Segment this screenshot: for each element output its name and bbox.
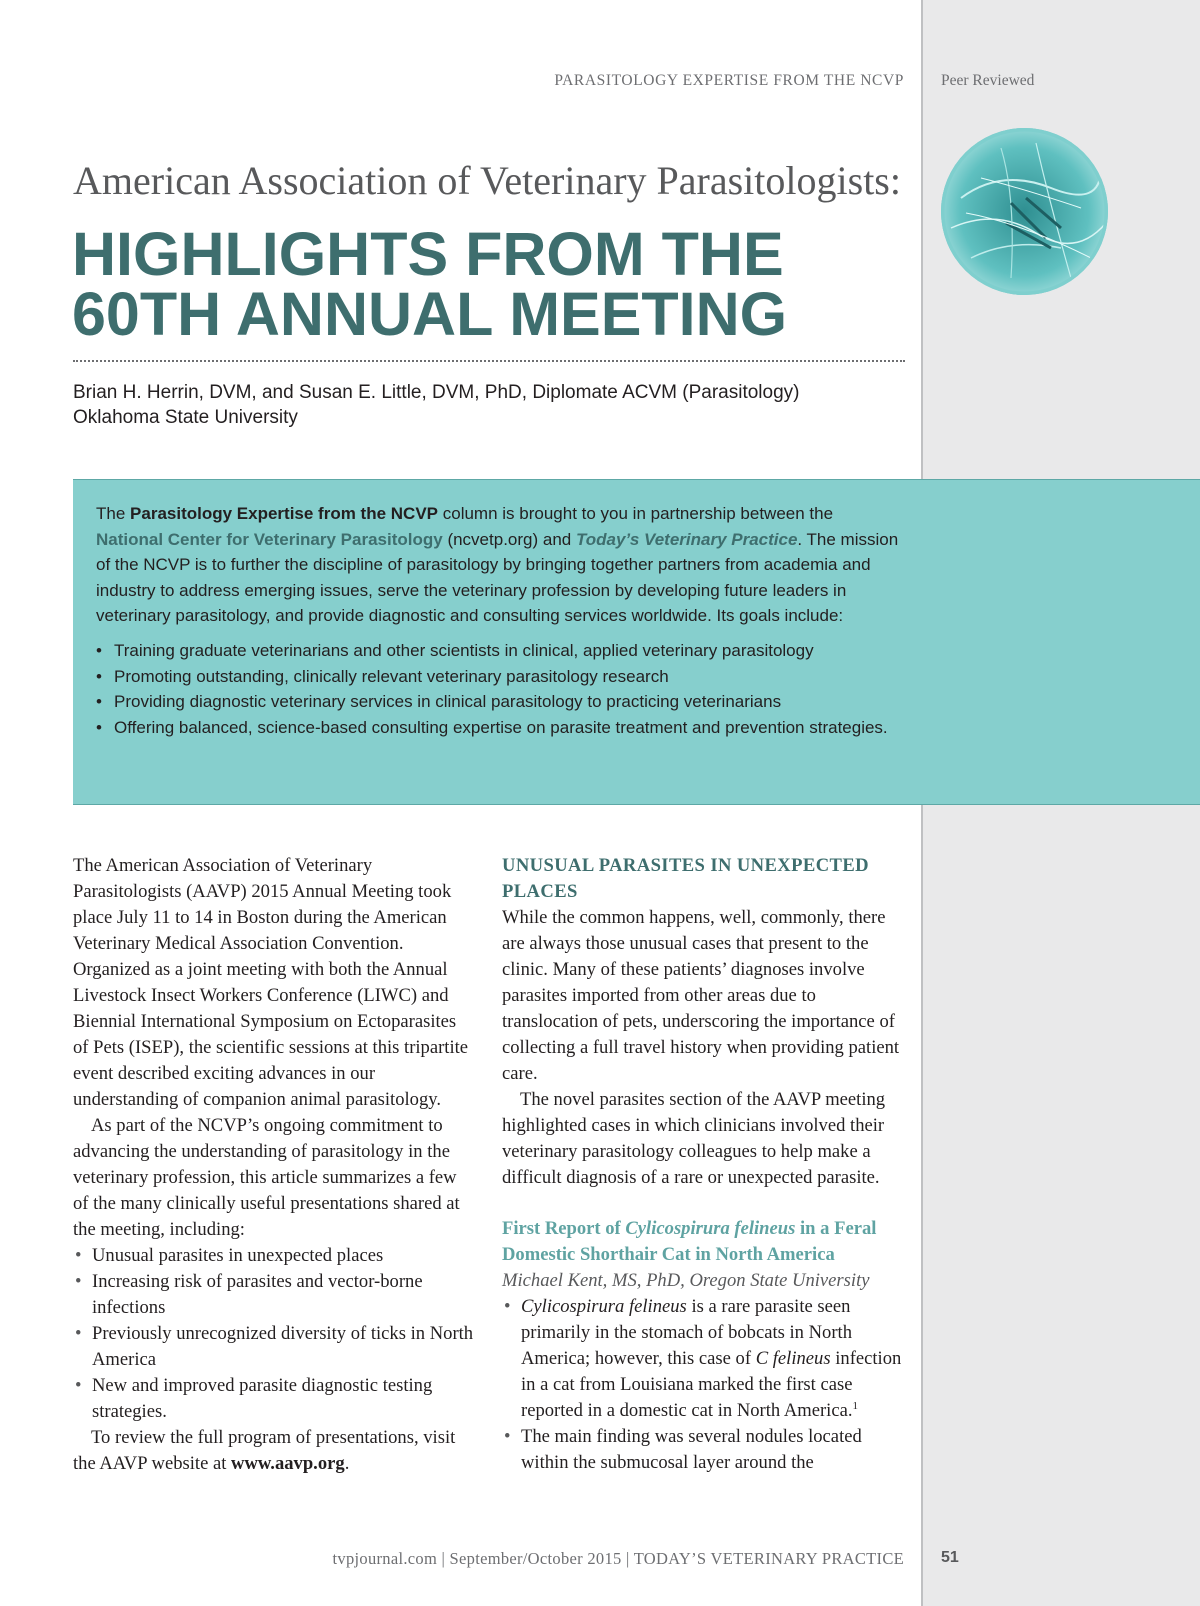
- right-column: [502, 853, 904, 1476]
- topic-item: • New and improved parasite diagnostic testing strategies.: [73, 1373, 475, 1425]
- page-number: 51: [941, 1549, 959, 1566]
- topic-item: • Unusual parasites in unexpected places: [73, 1243, 475, 1269]
- page-footer: tvpjournal.com | September/October 2015 | TODAY’S VETERINARY PRACTICE: [332, 1549, 904, 1568]
- left-column: [73, 853, 475, 1477]
- magazine-name: Today’s Veterinary Practice: [575, 529, 798, 549]
- callout-text: The: [96, 504, 131, 523]
- summary-paragraph: As part of the NCVP’s ongoing commitment to advancing the understanding of parasitology in the veterinary profession, this article summarizes a few of the many clinically useful presentations shared at the meeting, including:: [73, 1115, 460, 1240]
- title-line-2: 60TH ANNUAL MEETING: [72, 280, 788, 348]
- subhead-text: First Report of: [502, 1218, 626, 1239]
- title-divider: [73, 360, 905, 362]
- topic-item: • Increasing risk of parasites and vector-borne infections: [73, 1269, 475, 1321]
- ncvp-callout-box: [73, 479, 1200, 805]
- finding-text: is a rare parasite seen primarily in the stomach of bobcats in North America; however, this case of: [521, 1296, 853, 1369]
- subsection-heading: [502, 1216, 904, 1268]
- program-paragraph: [73, 1425, 475, 1477]
- goal-item: • Training graduate veterinarians and other scientists in clinical, applied veterinary parasitology: [96, 638, 900, 664]
- callout-text: column is brought to you in partnership between the: [438, 504, 834, 523]
- byline-authors: Brian H. Herrin, DVM, and Susan E. Little, DVM, PhD, Diplomate ACVM (Parasitology): [73, 382, 800, 403]
- finding-item: [502, 1294, 904, 1424]
- unusual-paragraph: While the common happens, well, commonly, there are always those unusual cases that present to the clinic. Many of these patients’ diagnoses involve parasites imported from other areas due to translocation of pets, underscoring the importance of collecting a full travel history when providing patient care.: [502, 907, 900, 1084]
- topic-item: • Previously unrecognized diversity of ticks in North America: [73, 1321, 475, 1373]
- peer-reviewed-label: Peer Reviewed: [941, 72, 1035, 89]
- title-line-1: HIGHLIGHTS FROM THE: [72, 220, 784, 288]
- finding-item: • The main finding was several nodules located within the submucosal layer around the: [502, 1424, 904, 1476]
- callout-intro: [96, 501, 900, 629]
- reference-marker: 1: [852, 1399, 858, 1412]
- column-name: Parasitology Expertise from the NCVP: [130, 504, 439, 523]
- goal-item: • Offering balanced, science-based consulting expertise on parasite treatment and prevention strategies.: [96, 715, 900, 741]
- program-text: To review the full program of presentations, visit the AAVP website at: [73, 1427, 456, 1474]
- section-heading: UNUSUAL PARASITES IN UNEXPECTED PLACES: [502, 855, 869, 902]
- aavp-link[interactable]: www.aavp.org: [231, 1453, 345, 1474]
- goal-item: • Providing diagnostic veterinary services in clinical parasitology to practicing veterinarians: [96, 689, 900, 715]
- subhead-text: in a Feral Domestic Shorthair Cat in North America: [502, 1218, 877, 1265]
- finding-text: infection in a cat from Louisiana marked the first case reported in a domestic cat in North America.: [521, 1348, 902, 1421]
- species-abbrev: C felineus: [755, 1348, 831, 1369]
- program-text-end: .: [344, 1453, 350, 1474]
- presenter-author: Michael Kent, MS, PhD, Oregon State University: [502, 1270, 870, 1291]
- running-head: PARASITOLOGY EXPERTISE FROM THE NCVP: [554, 72, 904, 89]
- callout-text: (ncvetp.org) and: [442, 529, 576, 549]
- intro-paragraph: The American Association of Veterinary Parasitologists (AAVP) 2015 Annual Meeting took place July 11 to 14 in Boston during the American Veterinary Medical Association Convention. Organized as a joint meeting with both the Annual Livestock Insect Workers Conference (LIWC) and Biennial International Symposium on Ectoparasites of Pets (ISEP), the scientific sessions at this tripartite event described exciting advances in our understanding of companion animal parasitology.: [73, 855, 469, 1110]
- topics-list: [73, 1243, 475, 1425]
- parasite-micrograph-icon: [941, 128, 1108, 295]
- byline: [73, 380, 799, 430]
- goal-item: • Promoting outstanding, clinically relevant veterinary parasitology research: [96, 664, 900, 690]
- byline-affiliation: Oklahoma State University: [73, 407, 298, 428]
- article-title: [72, 220, 912, 348]
- callout-text: . The mission of the NCVP is to further the discipline of parasitology by bringing together partners from academia and industry to address emerging issues, serve the veterinary profession by developing future leaders in veterinary parasitology, and provide diagnostic and consulting services worldwide. Its goals include:: [96, 529, 899, 626]
- goals-list: [96, 638, 900, 740]
- ncvp-name: National Center for Veterinary Parasitology: [96, 529, 443, 549]
- species-name: Cylicospirura felineus: [521, 1296, 687, 1317]
- microscope-image: [941, 128, 1108, 295]
- article-kicker: American Association of Veterinary Parasitologists:: [73, 158, 901, 203]
- findings-list: [502, 1294, 904, 1476]
- species-name: Cylicospirura felineus: [625, 1218, 796, 1239]
- novel-paragraph: The novel parasites section of the AAVP meeting highlighted cases in which clinicians involved their veterinary parasitology colleagues to help make a difficult diagnosis of a rare or unexpected parasite.: [502, 1089, 886, 1188]
